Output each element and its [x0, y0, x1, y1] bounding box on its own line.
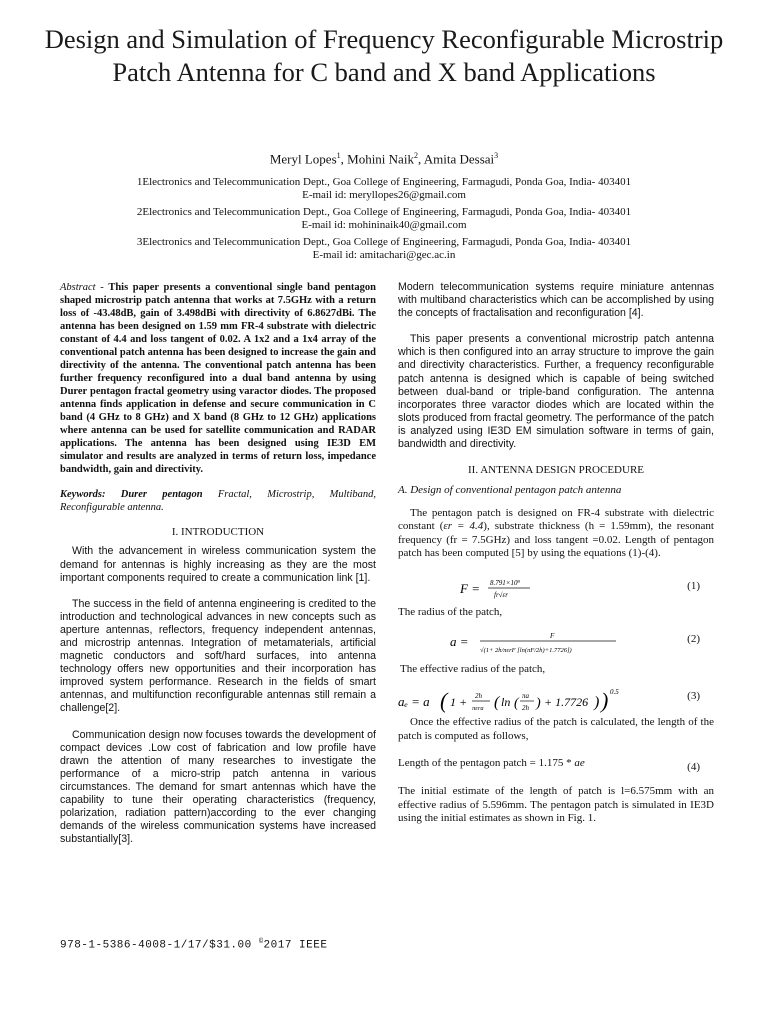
right-paragraph-1: Modern telecommunication systems require miniature antennas with multiband characteristics which can be accomplished by using the concepts of fractalisation and reconfiguration [4]. [398, 281, 714, 320]
section-heading-introduction: I. INTRODUCTION [171, 526, 265, 538]
right-paragraph-2: This paper presents a conventional microstrip patch antenna which is then configured into an array structure to improve the gain and directivity characteristics. Further, a frequency reconfigurable patch antenna is designed which is capable of being switched between dual-band or triple-band configuration. The antenna incorporates three varactor diodes which are located within the slots produced from fractal geometry. The performance of the patch is analyzed using IE3D EM simulation software in terms of gain, bandwidth and directivity. [398, 333, 714, 451]
svg-text:fr√εr: fr√εr [494, 590, 508, 599]
author-affil-mark: 2 [413, 151, 418, 160]
affiliation-block [0, 176, 768, 261]
subsection-heading: A. Design of conventional pentagon patch antenna [398, 483, 622, 496]
intro-paragraph-3: Communication design now focuses towards the development of compact devices .Low cost of fabrication and low profile have drawn the attention of many researches to investigate the performance of a micro-strip patch antenna in various circumstances. The demand for smart antennas which have the capability to tune their operating characteristics (frequency, polarization, radiation pattern)according to the ever changing demands of the wireless communication systems have increased substantially[3]. [60, 728, 376, 846]
svg-text:(: ( [514, 696, 519, 712]
design-paragraph: The pentagon patch is designed on FR-4 substrate with dielectric constant (εr = 4.4), substrate thickness (h = 1.59mm), the resonant frequency (fr = 7.5GHz) and loss tangent =0.02. Length of pentagon patch has been computed [5] by using the equations (1)-(4). [398, 506, 714, 560]
length-paragraph: Once the effective radius of the patch is calculated, the length of the patch is computed as follows, [398, 716, 714, 742]
equation-4 [398, 755, 714, 775]
author-name: Mohini Naik [347, 151, 414, 167]
right-column [398, 281, 714, 838]
svg-text:aₑ = a: aₑ = a [398, 694, 430, 710]
svg-text:a =: a = [450, 633, 469, 649]
keywords-label: Keywords: Durer pentagon [60, 489, 203, 500]
svg-text:0.5: 0.5 [610, 688, 619, 697]
keywords [60, 488, 376, 514]
svg-text:): ) [601, 688, 609, 714]
equation-3 [398, 684, 714, 712]
author-affil-mark: 3 [494, 151, 499, 160]
affiliation-org: 1Electronics and Telecommunication Dept., Goa College of Engineering, Farmagudi, Ponda Goa, India- 403401 [136, 176, 632, 188]
svg-text:+ 1.7726: + 1.7726 [544, 695, 589, 710]
svg-text:F: F [550, 631, 555, 640]
equation-number: (3) [687, 690, 700, 703]
affiliation-org: 2Electronics and Telecommunication Dept., Goa College of Engineering, Farmagudi, Ponda Goa, India- 403401 [136, 206, 632, 218]
abstract-lead: Abstract - [60, 282, 109, 293]
radius-label: The radius of the patch, [398, 605, 503, 618]
affiliation-org: 3Electronics and Telecommunication Dept., Goa College of Engineering, Farmagudi, Ponda Goa, India- 403401 [136, 236, 632, 248]
affiliation-email: E-mail id: mohininaik40@gmail.com [301, 218, 467, 231]
svg-text:2h: 2h [475, 692, 482, 701]
svg-text:√(1+ 2h/πεrF [ln(πF/2h)+1.7726: √(1+ 2h/πεrF [ln(πF/2h)+1.7726]) [480, 646, 572, 654]
author-list: Meryl Lopes$^1$, Mohini Naik$^2$, Amita Dessai$^3$ [269, 151, 499, 167]
equation-1-formula [460, 576, 552, 602]
affiliation-email: E-mail id: meryllopes26@gmail.com [302, 188, 466, 201]
equation-number: (1) [687, 579, 700, 592]
left-column [60, 281, 376, 859]
svg-text:πa: πa [522, 692, 530, 701]
equation-3-formula [398, 686, 628, 716]
equation-number: (4) [687, 761, 700, 774]
svg-text:(: ( [440, 688, 448, 714]
svg-text:): ) [594, 694, 600, 712]
keywords-text: Fractal, Microstrip, Multiband, Reconfigurable antenna. [60, 489, 376, 513]
equation-2 [398, 627, 714, 655]
abstract [60, 281, 376, 476]
section-heading-antenna-design: II. ANTENNA DESIGN PROCEDURE [468, 464, 644, 477]
svg-text:ln: ln [501, 695, 511, 710]
effective-radius-label: The effective radius of the patch, [400, 662, 546, 675]
epsilon-value: εr = 4.4 [443, 520, 484, 533]
author-affil-mark: 1 [336, 151, 341, 160]
author-name: Meryl Lopes [269, 151, 337, 167]
author-name: Amita Dessai [423, 151, 495, 167]
svg-text:): ) [536, 696, 541, 712]
copyright-footer: 978-1-5386-4008-1/17/$31.00 ©2017 IEEE [60, 938, 328, 952]
svg-text:2h: 2h [522, 704, 529, 713]
equation-number: (2) [687, 632, 700, 645]
estimate-paragraph: The initial estimate of the length of patch is l=6.575mm with an effective radius of 5.596mm. The pentagon patch is simulated in IE3D using the initial estimates as shown in Fig. 1. [398, 785, 714, 824]
equation-2-formula [450, 629, 620, 657]
svg-text:F =: F = [460, 580, 480, 596]
paper-title: Design and Simulation of Frequency Reconfigurable Microstrip Patch Antenna for C band and X band Applications [44, 24, 724, 87]
equation-4-formula: Length of the pentagon patch = 1.175 * ae [398, 757, 585, 770]
affiliation-email: E-mail id: amitachari@gec.ac.in [312, 248, 456, 261]
svg-text:1 +: 1 + [450, 695, 468, 710]
svg-text:(: ( [494, 694, 500, 712]
abstract-text: This paper presents a conventional single band pentagon shaped microstrip patch antenna that works at 7.5GHz with a return loss of -43.48dB, gain of 3.498dBi with directivity of 6.8627dBi. The antenna has been designed on 1.59 mm FR-4 substrate with dielectric constant of 4.4 and loss tangent of 0.02. A 1x2 and a 1x4 array of the conventional patch antenna has been designed to increase the gain and directivity of the antenna. The conventional patch antenna has been further frequency reconfigured into a dual band antenna by using Durer pentagon fractal geometry using varactor diodes. The proposed antenna finds application in defense and secure communication in C band (4 GHz to 8 GHz) and X band (8 GHz to 12 GHz) applications where antenna can be used for satellite communication and RADAR applications. The antenna has been designed using IE3D EM simulator and results are analyzed in terms of return loss, impedance bandwidth, gain and directivity. [60, 282, 376, 475]
equation-1 [398, 574, 714, 602]
svg-text:8.791×10⁹: 8.791×10⁹ [490, 578, 520, 587]
intro-paragraph-2: The success in the field of antenna engineering is credited to the introduction and technological advances in new concepts such as aperture antennas, reflectors, frequency independent antennas, and microstrip antennas. Integration of metamaterials, artificial magnetic conductors and soft/hard surfaces, into antenna technology offers new opportunities and their incorporation has improved system performance. Research in the fields of smart antennas, and multifunction reconfigurable antennas still remain a challenge[2]. [60, 597, 376, 715]
intro-paragraph-1: With the advancement in wireless communication system the demand for antennas is highly increasing as they are the most important components required to create a communication link [1]. [60, 545, 376, 584]
svg-text:πεra: πεra [472, 705, 484, 713]
